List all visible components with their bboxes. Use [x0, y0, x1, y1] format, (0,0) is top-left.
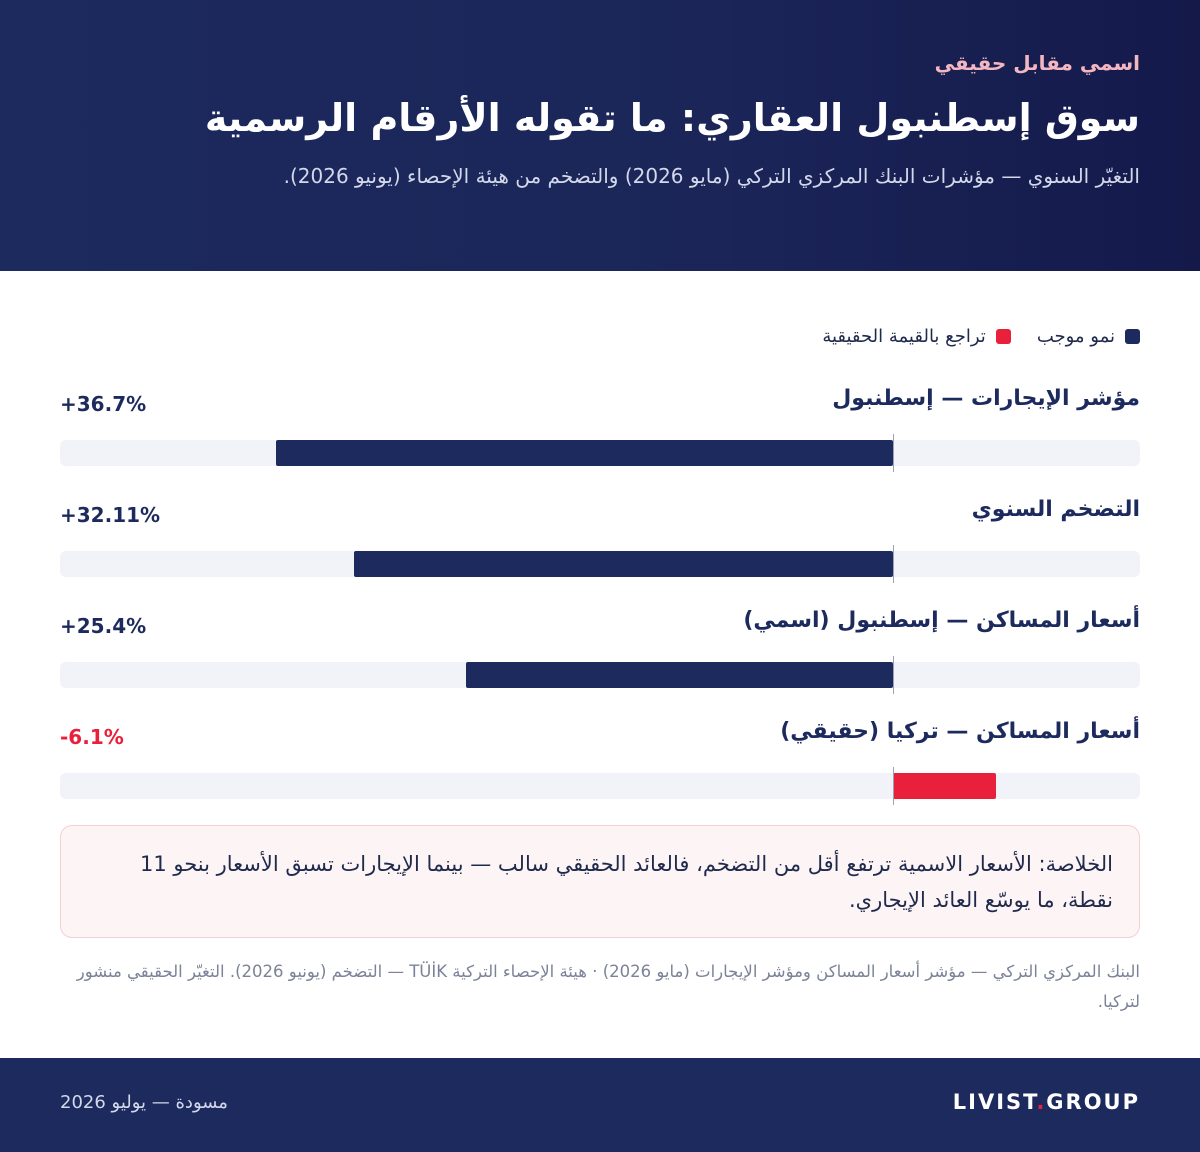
brand-logo [953, 1090, 1140, 1114]
legend-label-positive: نمو موجب [1036, 326, 1115, 347]
takeaway-callout: الخلاصة: الأسعار الاسمية ترتفع أقل من التضخم، فالعائد الحقيقي سالب — بينما الإيجارات تسبق الأسعار بنحو 11 نقطة، ما يوسّع العائد الإيجاري. [60, 825, 1140, 938]
value-label: +36.7% [60, 392, 147, 416]
brand-name-part-1: LIVIST [952, 1090, 1037, 1114]
bar [893, 773, 996, 799]
bar [466, 662, 893, 688]
page-title: سوق إسطنبول العقاري: ما تقوله الأرقام الرسمية [204, 96, 1140, 140]
footer-bar [0, 1058, 1200, 1152]
legend-swatch-positive [1125, 329, 1140, 344]
source-note: البنك المركزي التركي — مؤشر أسعار المساكن ومؤشر الإيجارات (مايو 2026) · هيئة الإحصاء التركية TÜİK — التضخم (يونيو 2026). التغيّر الحقيقي منشور لتركيا. [76, 962, 1140, 1011]
legend-label-negative: تراجع بالقيمة الحقيقية [822, 326, 986, 347]
legend-swatch-negative [996, 329, 1011, 344]
value-label: +32.11% [60, 503, 161, 527]
chart-row [60, 602, 1140, 713]
category-label: أسعار المساكن — تركيا (حقيقي) [780, 719, 1140, 744]
chart-row [60, 713, 1140, 824]
chart-row [60, 380, 1140, 491]
header-banner [0, 0, 1200, 271]
zero-axis-line [893, 545, 894, 583]
value-label: -6.1% [60, 725, 124, 749]
draft-date: مسودة — يوليو 2026 [60, 1092, 228, 1113]
bar [276, 440, 893, 466]
zero-axis-line [893, 656, 894, 694]
zero-axis-line [893, 767, 894, 805]
brand-name-part-2: GROUP [1046, 1090, 1140, 1114]
category-label: مؤشر الإيجارات — إسطنبول [832, 386, 1140, 411]
bar-track [60, 551, 1140, 577]
value-label: +25.4% [60, 614, 147, 638]
chart-legend [822, 326, 1140, 347]
bar-chart [60, 380, 1140, 824]
bar-track [60, 773, 1140, 799]
chart-row [60, 491, 1140, 602]
eyebrow-label: اسمي مقابل حقيقي [934, 51, 1140, 75]
category-label: أسعار المساكن — إسطنبول (اسمي) [743, 608, 1140, 633]
bar-track [60, 662, 1140, 688]
category-label: التضخم السنوي [971, 497, 1140, 522]
brand-dot: . [1036, 1090, 1047, 1114]
legend-item-positive [1037, 326, 1140, 347]
bar [354, 551, 894, 577]
zero-axis-line [893, 434, 894, 472]
legend-item-negative [822, 326, 1011, 347]
bar-track [60, 440, 1140, 466]
page-subtitle: التغيّر السنوي — مؤشرات البنك المركزي التركي (مايو 2026) والتضخم من هيئة الإحصاء (يونيو 2026). [283, 164, 1140, 188]
